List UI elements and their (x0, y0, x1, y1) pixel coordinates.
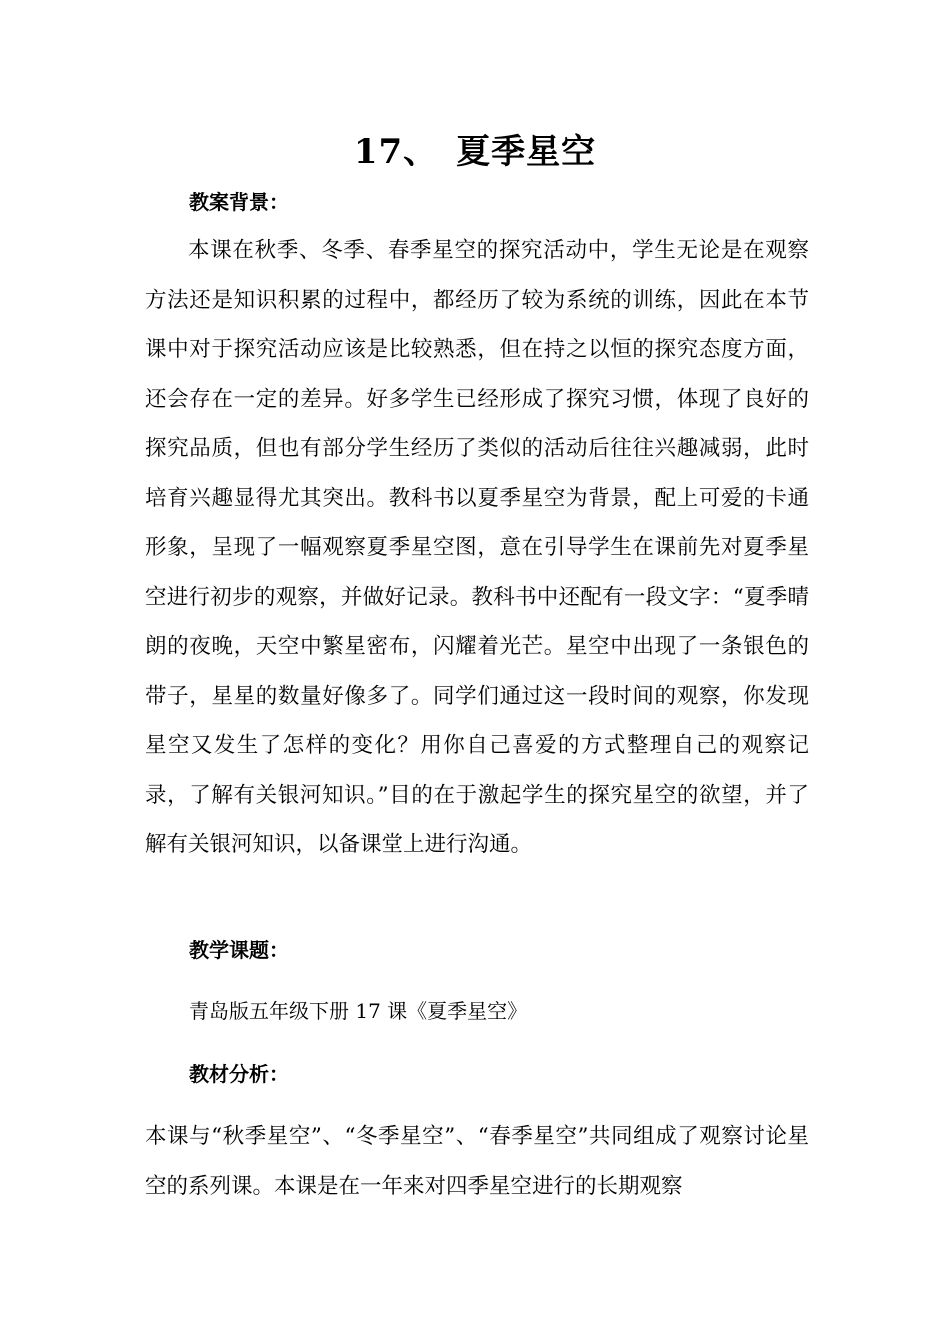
background-paragraph: 本课在秋季、冬季、春季星空的探究活动中，学生无论是在观察方法还是知识积累的过程中，都经历了较为系统的训练，因此在本节课中对于探究活动应该是比较熟悉，但在持之以恒的探究态度方面，还会存在一定的差异。好多学生已经形成了探究习惯，体现了良好的探究品质，但也有部分学生经历了类似的活动后往往兴趣减弱，此时培育兴趣显得尤其突出。教科书以夏季星空为背景，配上可爱的卡通形象，呈现了一幅观察夏季星空图，意在引导学生在课前先对夏季星空进行初步的观察，并做好记录。教科书中还配有一段文字：“夏季晴朗的夜晚，天空中繁星密布，闪耀着光芒。星空中出现了一条银色的带子，星星的数量好像多了。同学们通过这一段时间的观察，你发现星空又发生了怎样的变化？用你自己喜爱的方式整理自己的观察记录，了解有关银河知识。”目的在于激起学生的探究星空的欲望，并了解有关银河知识，以备课堂上进行沟通。 (145, 238, 809, 857)
analysis-heading: 教材分析： (189, 1062, 289, 1086)
analysis-paragraph: 本课与“秋季星空”、“冬季星空”、“春季星空”共同组成了观察讨论星空的系列课。本课是在一年来对四季星空进行的长期观察 (145, 1124, 809, 1199)
topic-text: 青岛版五年级下册 17 课《夏季星空》 (189, 999, 528, 1023)
page-title: 17、 夏季星空 (353, 132, 597, 172)
background-heading: 教案背景： (189, 190, 289, 214)
topic-heading: 教学课题： (189, 938, 289, 962)
